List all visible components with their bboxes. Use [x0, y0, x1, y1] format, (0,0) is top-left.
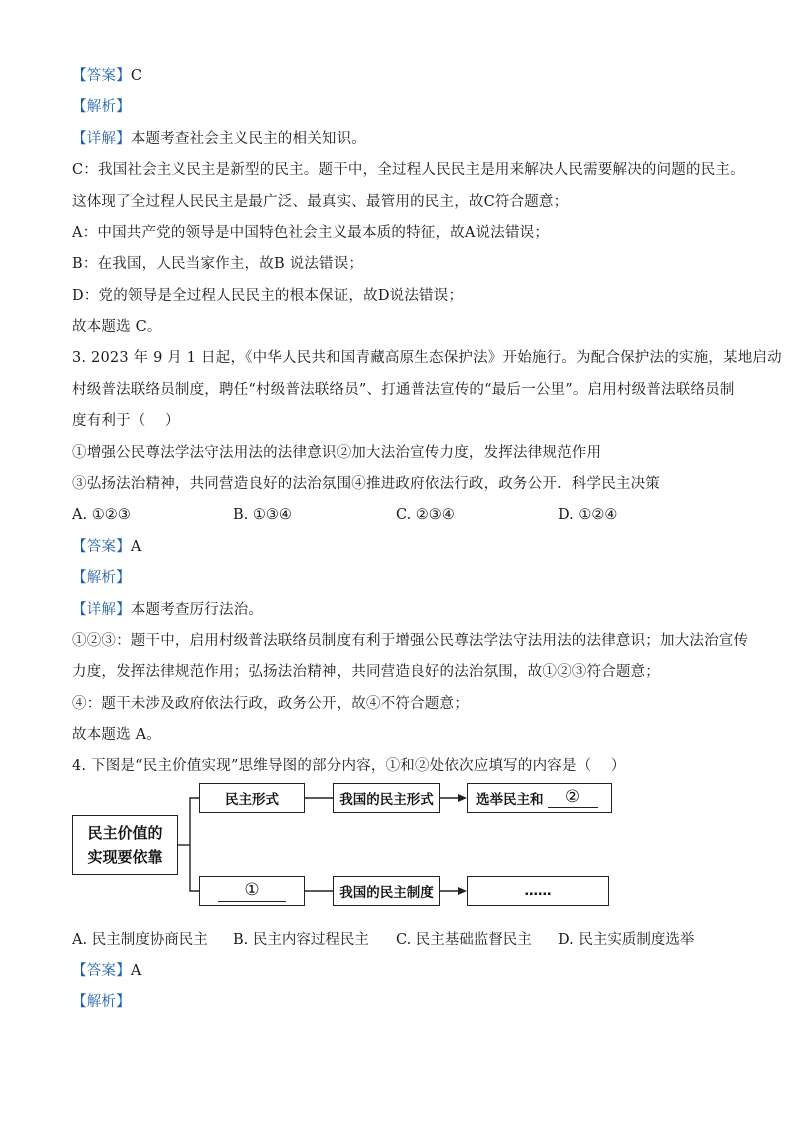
box-our-democracy-form: 我国的民主形式: [333, 783, 440, 813]
answer-line: 【答案】C: [72, 68, 143, 84]
analysis-heading: 【解析】: [72, 99, 131, 115]
question-3-statement: ①增强公民尊法学法守法用法的法律意识②加大法治宣传力度，发挥法律规范作用: [72, 445, 602, 461]
option-d: D. ①②④: [558, 507, 618, 523]
analysis-heading: 【解析】: [72, 994, 131, 1010]
conclusion-line: 故本题选 A。: [72, 727, 161, 743]
option-c: C. ②③④: [396, 507, 455, 523]
box-blank-1: ①: [199, 876, 305, 906]
detail-line: 【详解】本题考查社会主义民主的相关知识。: [72, 131, 367, 147]
mindmap-root: 民主价值的 实现要依靠: [72, 815, 178, 875]
option-a: A. 民主制度协商民主: [72, 932, 208, 948]
option-d: D. 民主实质制度选举: [558, 932, 695, 948]
question-3-statement: ③弘扬法治精神，共同营造良好的法治氛围④推进政府依法行政，政务公开．科学民主决策: [72, 476, 660, 492]
option-c: C. 民主基础监督民主: [396, 932, 532, 948]
explanation-line: ④：题干未涉及政府依法行政，政务公开，故④不符合题意；: [72, 696, 469, 712]
explanation-line: 力度，发挥法律规范作用；弘扬法治精神，共同营造良好的法治氛围，故①②③符合题意；: [72, 664, 660, 680]
answer-line: 【答案】A: [72, 539, 142, 555]
question-3-stem: 村级普法联络员制度，聘任“村级普法联络员”、打通普法宣传的“最后一公里”。启用村级普法联络员制: [72, 382, 735, 398]
blank-2: ②: [548, 788, 598, 808]
question-3-stem: 度有利于（ ）: [72, 413, 180, 429]
question-4-stem: 4. 下图是“民主价值实现”思维导图的部分内容，①和②处依次应填写的内容是（ ）: [72, 758, 626, 774]
explanation-line: D：党的领导是全过程人民民主的根本保证，故D说法错误；: [72, 288, 464, 304]
option-b: B. 民主内容过程民主: [233, 932, 369, 948]
option-b: B. ①③④: [233, 507, 292, 523]
conclusion-line: 故本题选 C。: [72, 319, 162, 335]
explanation-line: ①②③：题干中，启用村级普法联络员制度有利于增强公民尊法学法守法用法的法律意识；加大法治宣传: [72, 633, 749, 649]
answer-line: 【答案】A: [72, 963, 142, 979]
explanation-line: A：中国共产党的领导是中国特色社会主义最本质的特征，故A说法错误；: [72, 225, 550, 241]
box-our-democracy-system: 我国的民主制度: [333, 876, 440, 906]
option-a: A. ①②③: [72, 507, 131, 523]
question-3-stem: 3. 2023 年 9 月 1 日起，《中华人民共和国青藏高原生态保护法》开始施行。为配合保护法的实施，某地启动: [72, 350, 782, 366]
box-ellipsis: ……: [467, 876, 609, 906]
explanation-line: C：我国社会主义民主是新型的民主。题干中，全过程人民民主是用来解决人民需要解决的问题的民主。: [72, 162, 745, 178]
box-election-democracy: 选举民主和 ②: [467, 783, 612, 813]
analysis-heading: 【解析】: [72, 570, 131, 586]
explanation-line: B：在我国，人民当家作主，故B 说法错误；: [72, 256, 364, 272]
detail-line: 【详解】本题考查厉行法治。: [72, 602, 264, 618]
explanation-line: 这体现了全过程人民民主是最广泛、最真实、最管用的民主，故C符合题意；: [72, 194, 569, 210]
box-democracy-form: 民主形式: [199, 783, 305, 813]
